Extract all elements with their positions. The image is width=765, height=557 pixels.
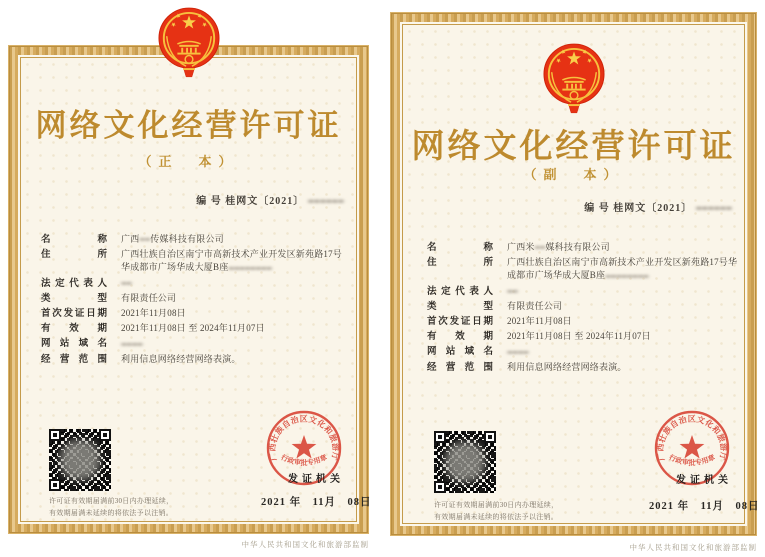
issue-date: 2021 年 11月 08日 [649,501,760,512]
qr-redacted-blur [445,442,485,482]
field-row-name [427,241,738,254]
national-emblem-icon [158,3,220,79]
field-value [507,241,738,254]
redacted-number: ■■■■■■ [307,197,344,206]
note-line: 许可证有效期届满前30日内办理延续， [49,497,174,505]
note-line: 许可证有效期届满前30日内办理延续， [434,501,559,509]
qr-finder-icon [434,431,446,443]
field-value [121,248,350,274]
field-row-first-issue [427,315,738,328]
copy-type-label: （副 本） [523,167,624,182]
issue-date: 2021 年 11月 08日 [261,497,372,508]
qr-finder-icon [49,429,61,441]
value-text: 2021年11月08日 [507,316,572,327]
field-value [121,292,350,305]
field-value [507,361,738,374]
value-text: 2021年11月08日 至 2024年11月07日 [507,331,651,342]
field-label: 法定代表人 [41,277,107,289]
number-label: 编 号 桂网文〔2021〕 [196,196,305,207]
value-text: 2021年11月08日 至 2024年11月07日 [121,323,265,334]
field-label: 网站域名 [427,346,493,358]
field-label: 首次发证日期 [41,308,107,320]
qr-finder-icon [484,431,496,443]
field-value [121,277,350,290]
field-label: 有效期 [41,323,107,335]
value-text: 有限责任公司 [121,293,177,304]
value-text: 2021年11月08日 [121,308,186,319]
note-line: 有效期届满未延续的将依法予以注销。 [434,512,559,521]
qr-finder-icon [99,429,111,441]
stamp-inner-text: 行政审批专用章 [667,453,717,467]
certificate-title: 网络文化经营许可证 [411,129,736,165]
field-label: 首次发证日期 [427,316,493,328]
redacted-text: ■■ [534,243,546,252]
field-value [507,330,738,343]
certificate-original [8,45,372,534]
field-list [427,241,738,376]
qr-redacted-blur [60,440,100,480]
value-text: 广西壮族自治区南宁市高新技术产业开发区新苑路17号华成都市广场华成大厦B座 [121,249,343,273]
redacted-text: ■■ [139,235,151,244]
value-text: 利用信息网络经营网络表演。 [121,353,241,364]
field-row-validity [427,330,738,343]
certificate-number [196,192,344,207]
field-row-name [41,233,350,246]
field-row-scope [41,353,350,366]
note-line: 有效期届满未延续的将依法予以注销。 [49,508,174,517]
field-row-validity [41,322,350,335]
value-text: 广西 [121,234,140,244]
field-value [121,353,350,366]
field-row-domain [427,345,738,358]
field-label: 住所 [427,257,493,269]
field-row-type [427,300,738,313]
field-label: 住所 [41,249,107,261]
value-text: 有限责任公司 [507,301,563,312]
renewal-notes [49,496,173,519]
field-value [121,322,350,335]
svg-text:行政审批专用章 [279,452,328,467]
field-value [507,315,738,328]
redacted-text: ■■■■ [507,348,529,356]
redacted-text: ■■ [121,279,132,288]
certificate-number [584,199,732,214]
supervisor-note: 中华人民共和国文化和旅游部监制 [241,540,369,549]
svg-text:行政审批专用章 [667,452,716,467]
stamp-ring-text: 广西壮族自治区文化和旅游厅 [267,414,341,462]
field-label: 类型 [41,293,107,305]
field-row-domain [41,337,350,350]
certificate-title: 网络文化经营许可证 [35,108,342,143]
field-row-scope [427,361,738,374]
supervisor-note: 中华人民共和国文化和旅游部监制 [629,543,757,552]
value-text: 广西壮族自治区南宁市高新技术产业开发区新苑路17号华成都市广场华成大厦B座 [507,257,738,281]
field-label: 法定代表人 [427,285,493,297]
value-text: 利用信息网络经营网络表演。 [507,361,627,372]
certificate-duplicate [390,12,760,536]
field-row-type [41,292,350,305]
field-label: 网站域名 [41,338,107,350]
field-label: 名称 [427,242,493,253]
field-value [121,233,350,246]
field-label: 名称 [41,234,107,245]
certificate-paper [20,57,372,522]
field-label: 类型 [427,301,493,313]
field-label: 有效期 [427,331,493,343]
field-value [507,345,738,358]
stamp-inner-text: 行政审批专用章 [279,453,329,467]
national-emblem-icon [543,39,605,115]
redacted-text: ■■■■■■■■ [605,272,649,280]
value-text: 媒科技有限公司 [545,242,610,252]
field-value [507,285,738,298]
redacted-text: ■■ [507,287,518,296]
field-row-address [41,248,350,274]
field-label: 经营范围 [41,353,107,365]
issuer-label: 发证机关 [676,475,732,486]
qr-finder-icon [434,481,446,493]
field-row-address [427,256,738,282]
issuer-label: 发证机关 [288,474,344,485]
field-row-legal-rep [41,277,350,290]
redacted-text: ■■■■ [121,340,143,348]
field-value [121,337,350,350]
field-value [507,300,738,313]
number-label: 编 号 桂网文〔2021〕 [584,203,693,214]
value-text: 广西米 [507,242,535,252]
field-row-first-issue [41,307,350,320]
qr-code [49,429,111,491]
field-row-legal-rep [427,285,738,298]
stamp-ring-text: 广西壮族自治区文化和旅游厅 [655,414,729,462]
field-value [121,307,350,320]
field-value [507,256,738,282]
field-list [41,233,350,368]
value-text: 传媒科技有限公司 [150,234,224,244]
renewal-notes [434,500,558,523]
redacted-number: ■■■■■■ [695,204,732,213]
redacted-text: ■■■■■■■■ [228,264,272,272]
qr-finder-icon [49,479,61,491]
qr-code [434,431,496,493]
copy-type-label: （正 本） [138,154,239,169]
field-label: 经营范围 [427,361,493,373]
